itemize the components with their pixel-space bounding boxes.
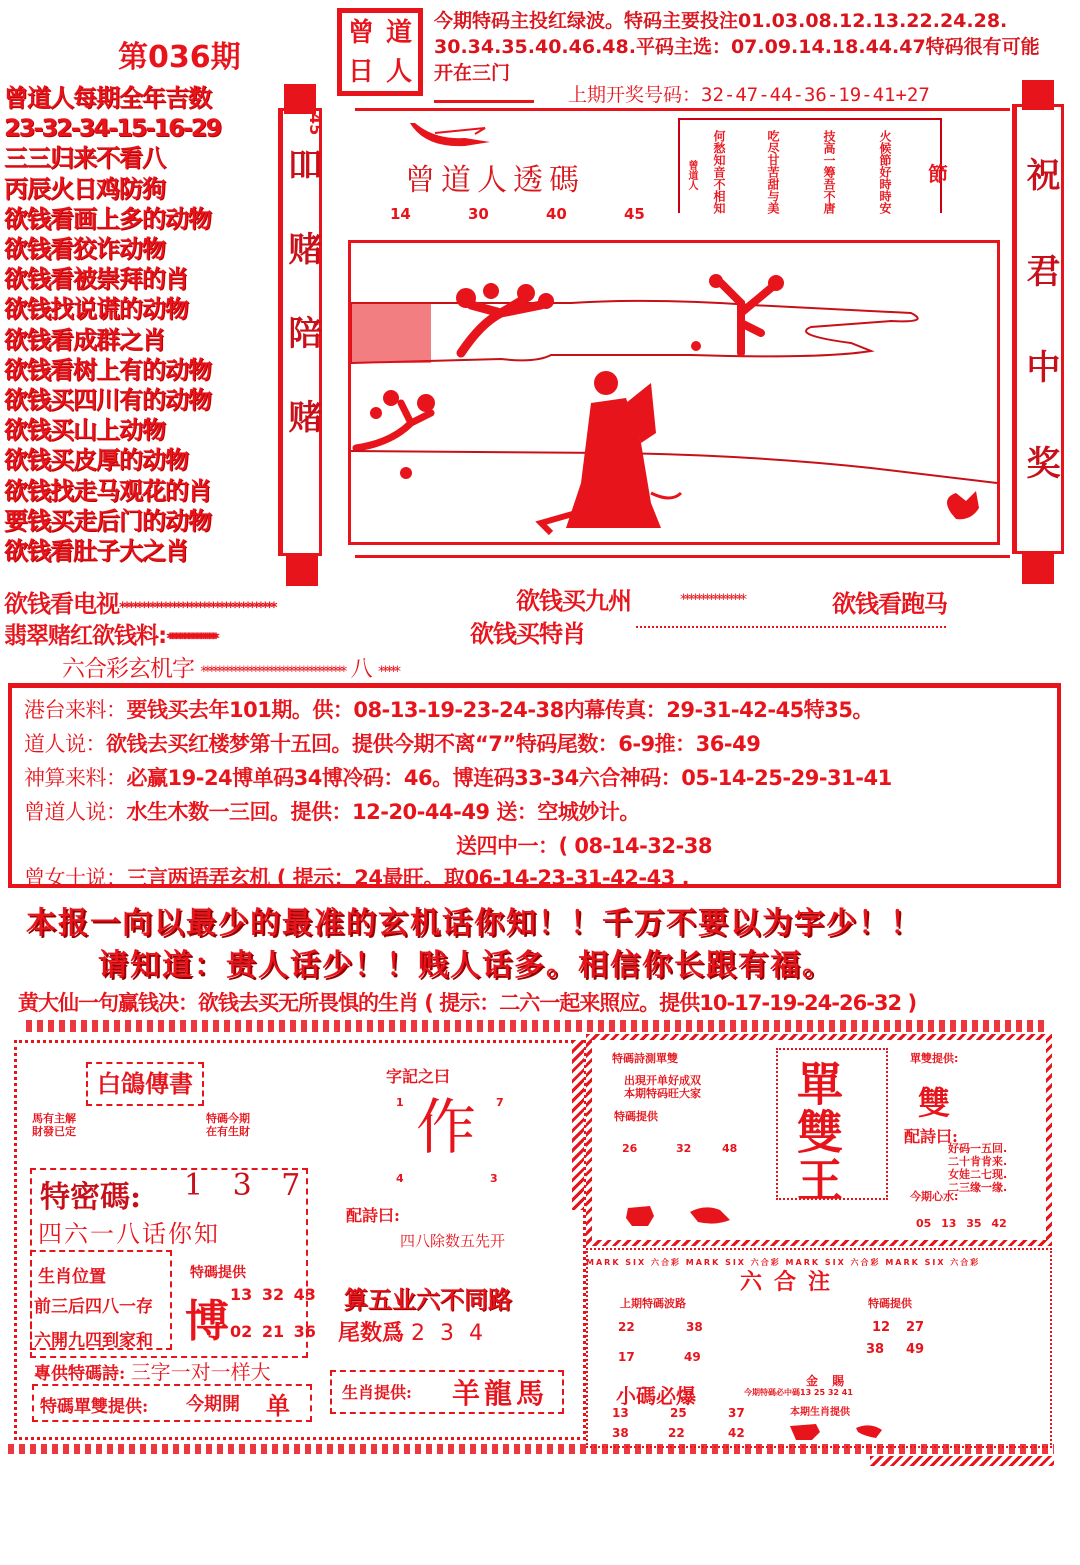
tip-row [24,862,689,892]
six-panel-frame [586,1248,1052,1448]
poem-line: 好码一五回. [948,1142,1008,1155]
seal-logo [337,8,423,96]
scroll-char: 赌 [282,399,322,483]
king-char: 雙 [790,1108,844,1156]
tip-text: 欲钱去买红楼梦第十五回。提供今期不离“7”特码尾数：6-9推：36-49 [106,732,761,756]
picture-number: 30 [468,205,489,223]
seal-char: 人 [385,56,412,87]
heart-label: 今期心水: [910,1190,959,1203]
lucky-numbers: 23-32-34-15-16-29 [4,114,221,143]
special-code-label: 特密碼: [40,1180,142,1215]
wave-number: 22 [618,1320,635,1334]
panel-title: 六合注 [740,1269,843,1295]
mark-six-marquee: MARK SIX 六合彩 MARK SIX 六合彩 MARK SIX 六合彩 MARK SIX 六合彩 [586,1258,981,1267]
boat-icon [405,118,495,154]
zodiac-position-line: 六開九四到家和 [34,1331,153,1351]
tip-number: 38 [866,1342,885,1357]
special-code-numbers: 1 3 7 [184,1168,311,1203]
poem-label: 專供特碼詩: [34,1364,126,1384]
stars-divider: ************************************ [119,600,275,616]
tip-number: 12 [872,1320,891,1335]
picture-number: 45 [624,205,645,223]
odd-even-mid: 今期開 [186,1394,240,1415]
tip-text: 送四中一：( 08-14-32-38 [456,834,712,858]
seal-char: 日 [347,56,374,87]
tip-row [24,728,760,758]
list-item: 欲钱看画上多的动物 [4,204,211,233]
riddle-line [4,584,275,619]
seal-char: 曾 [347,17,374,48]
heart-numbers: 05 13 35 42 [916,1217,1007,1230]
poem-column: 技高一筹吾不唐 [822,130,836,214]
decorative-border [870,1456,1054,1466]
tip-label: 神算来料： [24,766,127,790]
poem-line: 二十肯肯来. [948,1155,1008,1168]
list-item: 丙辰火日鸡防狗 [4,174,165,203]
wave-number: 38 [686,1320,703,1334]
wave-number: 17 [618,1350,635,1364]
scroll-char: 赌 [282,231,322,315]
poem-line: 出現开单好成双 [624,1074,701,1087]
corner-numbers: 45 [306,113,325,136]
scroll-char: 君 [1020,253,1060,349]
poem-line [34,1356,271,1385]
poem-line: 女娃二七现. [948,1168,1008,1181]
side-note: 馬有主解 財發已定 [32,1112,76,1138]
left-scroll [278,108,322,556]
list-item: 欲钱买皮厚的动物 [4,446,188,475]
corner-number: 7 [496,1096,504,1109]
tip-label: 特碼提供 [868,1297,912,1310]
poem-column: 吃尽甘苦甜与美 [766,130,780,214]
poem-label: 配詩曰: [904,1127,958,1146]
tail-numbers: 2 3 4 [411,1321,487,1346]
decorative-border [8,1444,1054,1454]
king-char: 王 [790,1156,844,1204]
odd-even-label: 單雙提供: [910,1052,959,1065]
slogan-line: 请知道：贵人话少！！贱人话多。相信你长跟有福。 [98,948,834,983]
picture-title: 曾道人透碼 [405,163,585,198]
stars-divider: **************** [680,592,744,608]
scroll-cap-bottom [1022,554,1054,584]
scroll-text [1020,157,1060,541]
list-item: 欲钱找说谎的动物 [4,295,188,324]
tip-numbers: 02 21 36 [230,1322,316,1341]
landscape-illustration [351,243,997,542]
tip-label: 曾道人说： [24,800,127,824]
special-subtitle: 四六一八话你知 [38,1220,220,1248]
poem-line: 本期特码旺大家 [624,1087,701,1100]
poem-text: 三字一对一样大 [130,1360,271,1384]
scroll-cap-bottom [286,556,318,586]
tip-row [456,830,712,860]
decorative-border [26,1020,1048,1032]
king-char: 單 [790,1060,844,1108]
odd-even-value: 单 [266,1392,290,1420]
odd-even-value: 雙 [918,1084,951,1122]
intro-text [434,8,1074,86]
tip-label: 道人说： [24,732,106,756]
poem-lines [948,1142,1007,1194]
poem-mark: 節 [928,162,948,186]
dotted-divider [636,626,946,628]
poem-text: 四八除数五先开 [400,1232,506,1250]
small-number: 25 [670,1406,687,1420]
poem-column: 火候節好時時安 [878,130,892,214]
stars-divider: ***** [377,664,398,680]
issue-number: 第036期 [118,40,241,75]
poem-line: 二三缘一缘. [948,1181,1008,1194]
scroll-char: 陪 [282,315,322,399]
tip-number: 32 [676,1142,692,1155]
slogan-line: 本报一向以最少的最准的玄机话你知！！千万不要以为字少！！ [26,906,922,941]
tip-label: 特碼提供 [614,1110,658,1123]
intro-line: 开在三门 [434,62,511,84]
picture-number: 14 [390,205,411,223]
tip-row [24,796,640,826]
riddle-text: 欲钱看电视 [4,590,119,618]
picture-numbers [390,205,702,223]
right-scroll [1012,104,1064,554]
riddle-line [62,650,398,683]
tip-text: 必赢19-24博单码34博冷码：46。博连码33-34六合神码：05-14-25-29-31-41 [126,766,892,790]
tip-text: 要钱买去年101期。供：08-13-19-23-24-38内幕传真：29-31-42-45特35。 [126,698,874,722]
zodiac-value: 羊龍馬 [452,1377,549,1410]
corner-number: 1 [396,1096,404,1109]
stars-divider: ************************************ [200,664,345,680]
tip-text: 三言两语弄玄机 ( 提示：24最旺。取06-14-23-31-42-43 , [126,866,690,890]
corner-number: 3 [490,1172,498,1185]
poem-label: 配詩曰: [346,1206,400,1225]
scroll-char: 祝 [1020,157,1060,253]
zodiac-position-line: 前三后四八一存 [34,1297,153,1317]
tip-text: 水生木数一三回。提供：12-20-44-49 送：空城妙计。 [126,800,640,824]
big-char: 博 [185,1296,229,1347]
scroll-char: 奖 [1020,445,1060,541]
riddle-text: 欲钱买特肖 [470,620,585,648]
poem-author: 曾道人 [686,160,697,190]
list-item: 欲钱看狡诈动物 [4,235,165,264]
paper-cut-illustration [348,240,1000,545]
last-draw-numbers: 上期开奖号码：32-47-44-36-19-41+27 [568,84,930,106]
tip-number: 27 [906,1320,925,1335]
wave-number: 49 [684,1350,701,1364]
side-note: 特碼今期 在有生財 [206,1112,250,1138]
intro-line: 今期特码主投红绿波。特码主要投注01.03.08.12.13.22.24.28. [434,10,1008,32]
scroll-char: 吅 [282,147,322,231]
divider [434,100,534,103]
small-code-label: 小碼必爆 [616,1384,696,1408]
scroll-text [282,147,322,483]
tail-numbers-line [338,1316,487,1347]
left-riddle-list [4,83,276,566]
king-title [790,1060,844,1204]
tips-box [8,683,1061,888]
tip-number: 48 [722,1142,738,1155]
small-number: 37 [728,1406,745,1420]
list-item: 欲钱看成群之肖 [4,325,165,354]
list-item: 欲钱买山上动物 [4,416,165,445]
list-item: 欲钱看被崇拜的肖 [4,265,188,294]
pigeon-title: 白鴿傳書 [86,1062,204,1106]
tip-row [24,694,873,724]
hatched-divider [572,1040,584,1210]
intro-line: 30.34.35.40.46.48.平码主选：07.09.14.18.44.47特码很有可能 [434,36,1040,58]
small-number: 13 [612,1406,629,1420]
tip-label: 港台来料： [24,698,127,722]
riddle-line [4,617,214,650]
list-item: 欲钱看肚子大之肖 [4,537,188,566]
zodiac-label: 生肖提供: [342,1383,412,1402]
list-title: 曾道人每期全年吉数 [4,84,211,112]
tip-numbers: 13 32 43 [230,1285,316,1304]
seal-char: 道 [385,17,412,48]
tip-row [24,762,892,792]
poem-column: 何愁知音不相知 [712,130,726,214]
zodiac-label: 本期生肖提供 [790,1407,850,1418]
riddle-text: 欲钱看跑马 [832,590,947,618]
list-item: 欲钱看树上有的动物 [4,355,211,384]
list-item: 欲钱找走马观花的肖 [4,476,211,505]
list-item: 要钱买走后门的动物 [4,506,211,535]
character-title: 字記之曰 [386,1067,451,1086]
tip-label: 曾女士说： [24,866,127,890]
tip-number: 49 [906,1342,925,1357]
motto: 算五业六不同路 [344,1286,512,1314]
stars-divider: ************************************ [166,631,214,647]
riddle-text: 欲钱买九州 [516,587,631,615]
tail-label: 尾数爲 [338,1320,405,1346]
small-code-line: 今期特碼必中碼13 25 32 41 [744,1388,853,1397]
riddle-text: 翡翠赌红欲钱料: [4,623,167,649]
corner-number: 4 [396,1172,404,1185]
riddle-answer: 八 [350,657,372,682]
key-character: 作 [416,1093,476,1163]
tip-label: 特碼提供 [190,1265,246,1281]
huang-daxian-tip: 黄大仙一句赢钱决：欲钱去买无所畏惧的生肖 ( 提示：二六一起来照应。提供10-17-19-24-26-32 ) [18,991,917,1015]
zodiac-position-label: 生肖位置 [38,1267,106,1287]
scroll-char: 中 [1020,349,1060,445]
list-item: 三三归来不看八 [4,144,165,173]
riddle-text: 六合彩玄机字 [62,656,194,682]
tip-number: 26 [622,1142,638,1155]
small-number: 42 [728,1426,745,1440]
odd-even-label: 特碼單雙提供: [40,1397,149,1417]
gold-label: 金 賜 [806,1374,845,1388]
list-item: 欲钱买四川有的动物 [4,386,211,415]
small-number: 38 [612,1426,629,1440]
picture-number: 40 [546,205,567,223]
ox-tiger-icons [620,1200,740,1230]
panel-title: 特碼詩測單雙 [612,1052,678,1065]
wave-label: 上期特碼波路 [620,1297,686,1310]
small-number: 22 [668,1426,685,1440]
